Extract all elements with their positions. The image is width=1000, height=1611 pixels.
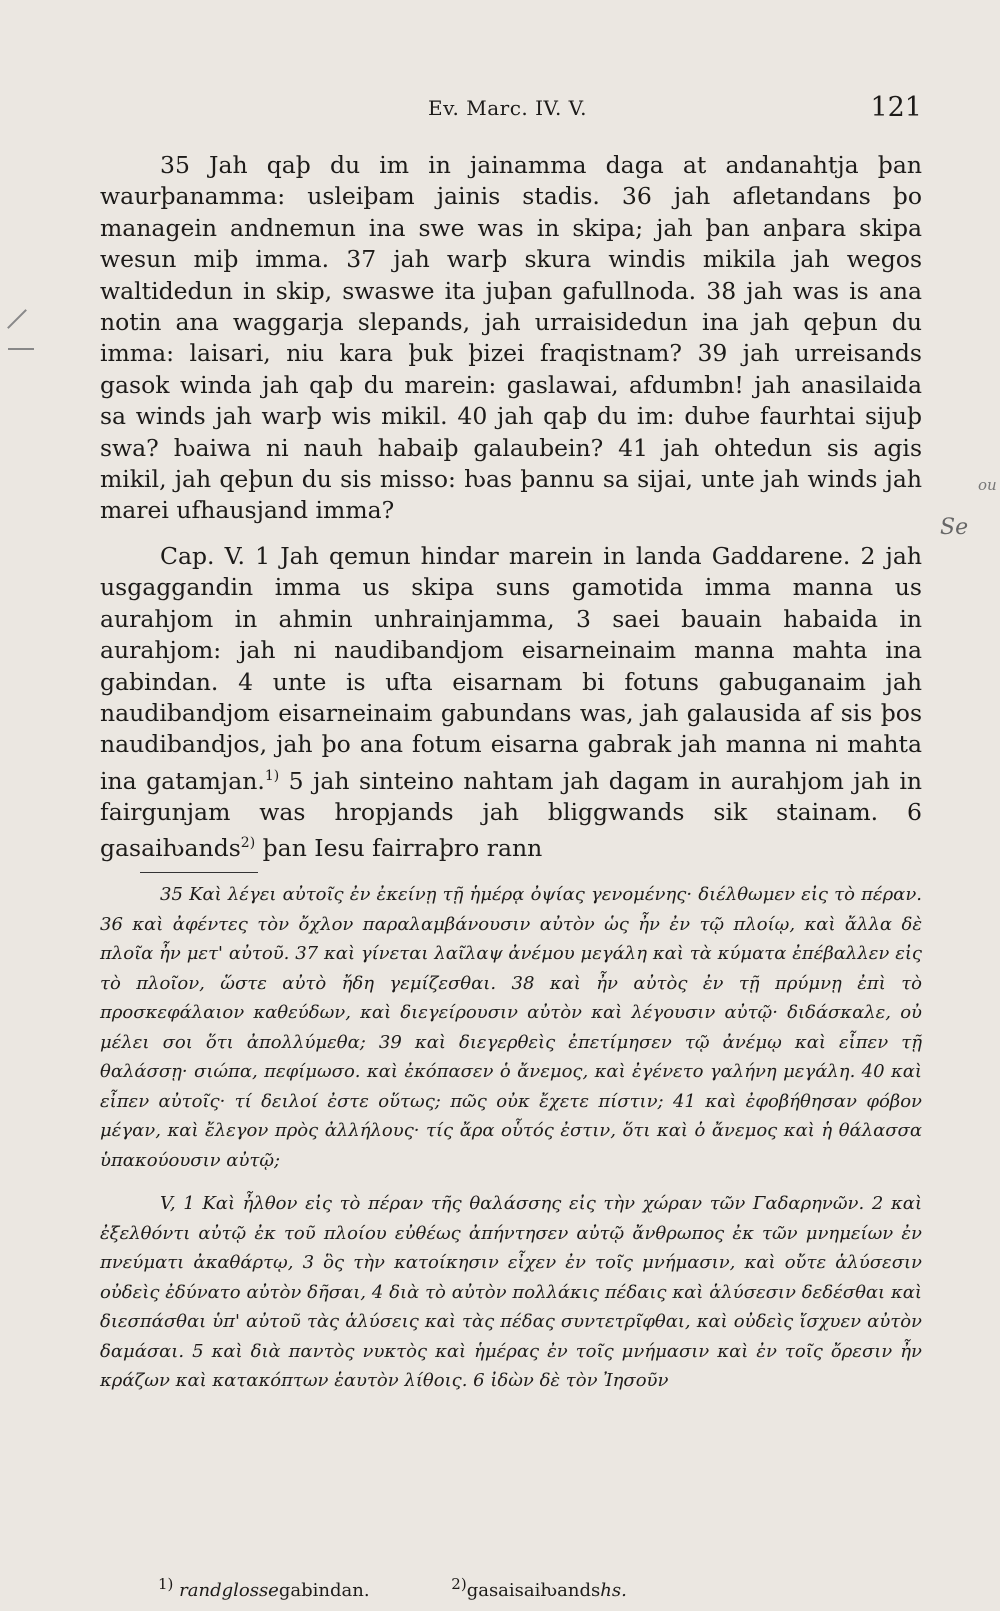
gothic-v-part-a: Cap. V. 1 Jah qemun hindar marein in landa Gaddarene. 2 jah usgaggandin imma us skipa suns gamotida imma manna us aurahjom in ahmin unhrainjamma, 3 saei bauain habaida in aurahjom: jah ni naudibandjom eisarneinaim manna mahta ina gabindan. 4 unte is ufta eisarnam bi fotuns gabuganaim jah naudibandjom eisarneinaim gabundans was, jah galausida af sis þos naudibandjos, jah þo ana fotum eisarna gabrak jah manna ni mahta ina gatamjan.: [100, 541, 922, 795]
header-title: Ev. Marc. IV. V.: [428, 96, 587, 120]
footnotes: [158, 1575, 858, 1601]
footnote-1-text: gabindan.: [278, 1580, 370, 1601]
gothic-paragraph-v: [100, 541, 922, 865]
page-number: 121: [870, 92, 922, 123]
footnote-1-mark: 1): [158, 1575, 174, 1593]
gothic-paragraph-iv: 35 Jah qaþ du im in jainamma daga at andanahtja þan waurþanamma: usleiþam jainis stadis. 36 jah afletandans þo managein andnemun ina swe was in skipa; jah þan anþara skipa wesun miþ imma. 37 jah warþ skura windis mikila jah wegos waltidedun in skip, swaswe ita juþan gafullnoda. 38 jah was is ana notin ana waggarja slepands, jah urraisidedun ina jah qeþun du imma: laisari, niu kara þuk þizei fraqistnam? 39 jah urreisands gasok winda jah qaþ du marein: gaslawai, afdumbn! jah anasilaida sa winds jah warþ wis mikil. 40 jah qaþ du im: duƕe faurhtai sijuþ swa? ƕaiwa ni nauh habaiþ galaubein? 41 jah ohtedun sis agis mikil, jah qeþun du sis misso: ƕas þannu sa sijai, unte jah winds jah marei ufhausjand imma?: [100, 151, 922, 525]
footnote-2-mark: 2): [451, 1575, 467, 1593]
greek-paragraph-v: V, 1 Καὶ ἦλθον εἰς τὸ πέραν τῆς θαλάσσης εἰς τὴν χώραν τῶν Γαδαρηνῶν. 2 καὶ ἐξελθόντι αὐτῷ ἐκ τοῦ πλοίου εὐθέως ἀπήντησεν αὐτῷ ἄνθρωπος ἐκ τῶν μνημείων ἐν πνεύματι ἀκαθάρτῳ, 3 ὃς τὴν κατοίκησιν εἶχεν ἐν τοῖς μνήμασιν, καὶ οὔτε ἁλύσεσιν οὐδεὶς ἐδύνατο αὐτὸν δῆσαι, 4 διὰ τὸ αὐτὸν πολλάκις πέδαις καὶ ἁλύσεσιν δεδέσθαι καὶ διεσπάσθαι ὑπ' αὐτοῦ τὰς ἁλύσεις καὶ τὰς πέδας συντετρῖφθαι, καὶ οὐδεὶς ἴσχυεν αὐτὸν δαμάσαι. 5 καὶ διὰ παντὸς νυκτὸς καὶ ἡμέρας ἐν τοῖς μνήμασιν καὶ ἐν τοῖς ὄρεσιν ἦν κράζων καὶ κατακόπτων ἑαυτὸν λίθοις. 6 ἰδὼν δὲ τὸν Ἰησοῦν: [100, 1193, 922, 1391]
gothic-v-part-b: 5 jah sinteino nahtam jah dagam in aurahjom jah in fairgunjam was hropjands jah bliggwands sik stainam. 6 gasaiƕands: [100, 766, 922, 863]
margin-annotation-2: Se: [940, 515, 969, 540]
running-header: [100, 92, 922, 130]
footnote-ref-1: 1): [264, 767, 280, 784]
greek-text-block: [100, 880, 922, 1396]
gothic-v-part-c: þan Iesu fairraþro rann: [255, 834, 543, 863]
footnote-1-italic: randglosse: [179, 1580, 279, 1601]
margin-pencil-mark-2: [8, 348, 34, 350]
margin-pencil-mark: [7, 309, 27, 329]
footnote-2-italic: hs.: [600, 1580, 627, 1601]
margin-annotation-1: ou: [978, 476, 997, 494]
section-divider: [140, 872, 258, 873]
footnote-ref-2: 2): [240, 835, 256, 852]
footnote-1: [158, 1575, 370, 1601]
footnote-2: [451, 1575, 627, 1601]
gothic-text-block: [100, 150, 922, 865]
footnote-2-text: gasaisaiƕands: [466, 1580, 601, 1601]
greek-paragraph-iv: 35 Καὶ λέγει αὐτοῖς ἐν ἐκείνῃ τῇ ἡμέρᾳ ὀψίας γενομένης· διέλθωμεν εἰς τὸ πέραν. 36 καὶ ἀφέντες τὸν ὄχλον παραλαμβάνουσιν αὐτὸν ὡς ἦν ἐν τῷ πλοίῳ, καὶ ἄλλα δὲ πλοῖα ἦν μετ' αὐτοῦ. 37 καὶ γίνεται λαῖλαψ ἀνέμου μεγάλη καὶ τὰ κύματα ἐπέβαλλεν εἰς τὸ πλοῖον, ὥστε αὐτὸ ἤδη γεμίζεσθαι. 38 καὶ ἦν αὐτὸς ἐν τῇ πρύμνῃ ἐπὶ τὸ προσκεφάλαιον καθεύδων, καὶ διεγείρουσιν αὐτὸν καὶ λέγουσιν αὐτῷ· διδάσκαλε, οὐ μέλει σοι ὅτι ἀπολλύμεθα; 39 καὶ διεγερθεὶς ἐπετίμησεν τῷ ἀνέμῳ καὶ εἶπεν τῇ θαλάσσῃ· σιώπα, πεφίμωσο. καὶ ἐκόπασεν ὁ ἄνεμος, καὶ ἐγένετο γαλήνη μεγάλη. 40 καὶ εἶπεν αὐτοῖς· τί δειλοί ἐστε οὕτως; πῶς οὐκ ἔχετε πίστιν; 41 καὶ ἐφοβήθησαν φόβον μέγαν, καὶ ἔλεγον πρὸς ἀλλήλους· τίς ἄρα οὗτός ἐστιν, ὅτι καὶ ὁ ἄνεμος καὶ ἡ θάλασσα ὑπακούουσιν αὐτῷ;: [100, 884, 922, 1171]
